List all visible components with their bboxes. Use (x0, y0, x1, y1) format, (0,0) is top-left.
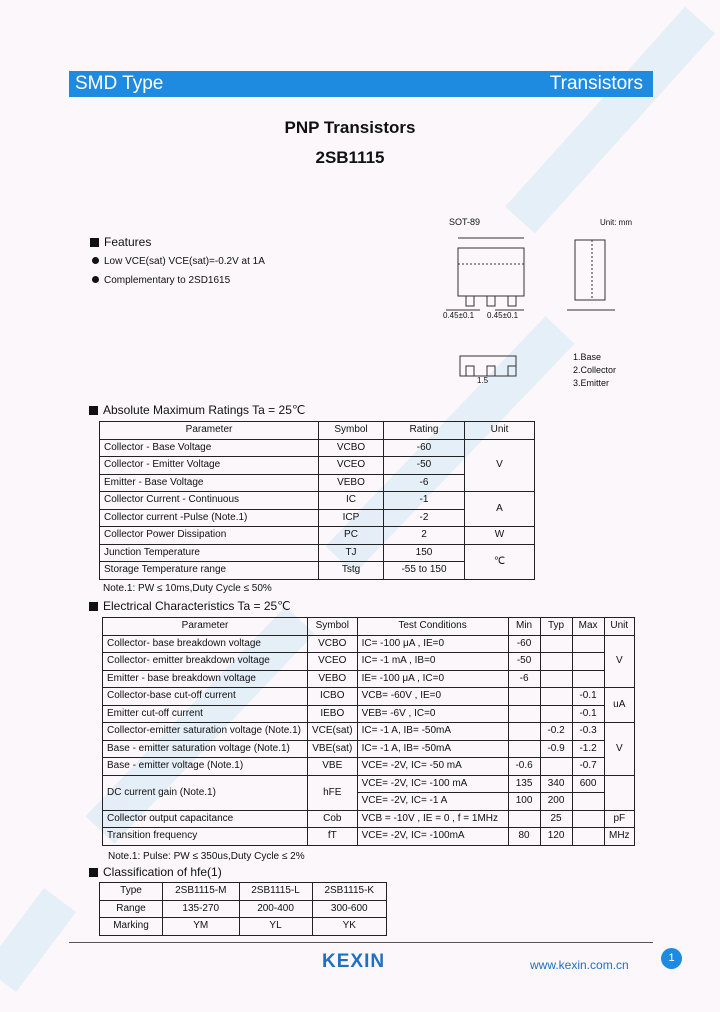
table-row: Collector - Emitter Voltage VCEO -50 (100, 457, 535, 475)
pin-3: 3.Emitter (573, 378, 610, 388)
ratings-heading: Absolute Maximum Ratings Ta = 25℃ (89, 403, 305, 417)
dimension-label-a: 0.45±0.1 (443, 311, 475, 320)
table-row: Storage Temperature range Tstg -55 to 150 (100, 562, 535, 580)
ratings-note: Note.1: PW ≤ 10ms,Duty Cycle ≤ 50% (103, 583, 272, 594)
website-link[interactable]: www.kexin.com.cn (530, 958, 629, 972)
table-row: Collector Power Dissipation PC 2 W (100, 527, 535, 545)
title-line2: 2SB1115 (315, 148, 385, 167)
table-row: Range 135-270 200-400 300-600 (100, 900, 387, 918)
table-row: Emitter - base breakdown voltage VEBO IE= -100 μA , IC=0 -6 (103, 670, 635, 688)
dimension-label-c: 1.5 (477, 376, 489, 385)
unit-label: Unit: mm (600, 218, 632, 227)
header-left: SMD Type (75, 73, 164, 94)
table-row: Base - emitter saturation voltage (Note.1) VBE(sat) IC= -1 A, IB= -50mA -0.9 -1.2 (103, 740, 635, 758)
table-row: Base - emitter voltage (Note.1) VBE VCE= -2V, IC= -50 mA -0.6 -0.7 (103, 758, 635, 776)
table-row: Collector current -Pulse (Note.1) ICP -2 (100, 509, 535, 527)
header-bar (69, 71, 653, 97)
table-row: Emitter cut-off current IEBO VEB= -6V , IC=0 -0.1 (103, 705, 635, 723)
dimension-label-b: 0.45±0.1 (487, 311, 519, 320)
package-label: SOT-89 (449, 217, 481, 227)
table-row: Collector output capacitance Cob VCB = -10V , IE = 0 , f = 1MHz 25 pF (103, 810, 635, 828)
table-row: Collector Current - Continuous IC -1 A (100, 492, 535, 510)
classification-heading: Classification of hfe(1) (89, 865, 222, 879)
feature-item: Complementary to 2SD1615 (92, 275, 230, 286)
pin-1: 1.Base (573, 352, 602, 362)
electrical-note: Note.1: Pulse: PW ≤ 350us,Duty Cycle ≤ 2% (108, 851, 305, 862)
features-heading: Features (90, 235, 151, 249)
ratings-table (99, 421, 535, 580)
table-row: VCE= -2V, IC= -1 A 100 200 (103, 793, 635, 811)
table-row: DC current gain (Note.1) hFE VCE= -2V, IC= -100 mA 135 340 600 (103, 775, 635, 793)
kexin-logo: KEXIN (322, 951, 386, 972)
electrical-heading: Electrical Characteristics Ta = 25℃ (89, 599, 291, 613)
header-right: Transistors (549, 73, 643, 94)
pin-2: 2.Collector (573, 365, 617, 375)
table-row: Transition frequency fT VCE= -2V, IC= -100mA 80 120 MHz (103, 828, 635, 846)
page-number: 1 (661, 948, 682, 969)
table-row: Collector- emitter breakdown voltage VCEO IC= -1 mA , IB=0 -50 (103, 653, 635, 671)
table-row: Junction Temperature TJ 150 ℃ (100, 544, 535, 562)
table-row: Collector-emitter saturation voltage (Note.1) VCE(sat) IC= -1 A, IB= -50mA -0.2 -0.3 V (103, 723, 635, 741)
table-row: Marking YM YL YK (100, 918, 387, 936)
title-line1: PNP Transistors (284, 118, 416, 137)
classification-table (99, 882, 387, 936)
footer-divider (69, 942, 653, 943)
table-header-row: Parameter Symbol Test Conditions Min Typ Max Unit (103, 618, 635, 636)
table-header-row: Parameter Symbol Rating Unit (100, 422, 535, 440)
table-row: Collector- base breakdown voltage VCBO IC= -100 μA , IE=0 -60 V (103, 635, 635, 653)
table-row: Type 2SB1115-M 2SB1115-L 2SB1115-K (100, 883, 387, 901)
table-row: Collector - Base Voltage VCBO -60 V (100, 439, 535, 457)
table-row: Collector-base cut-off current ICBO VCB= -60V , IE=0 -0.1 uA (103, 688, 635, 706)
table-row: Emitter - Base Voltage VEBO -6 (100, 474, 535, 492)
feature-item: Low VCE(sat) VCE(sat)=-0.2V at 1A (92, 256, 265, 267)
electrical-table (102, 617, 635, 846)
